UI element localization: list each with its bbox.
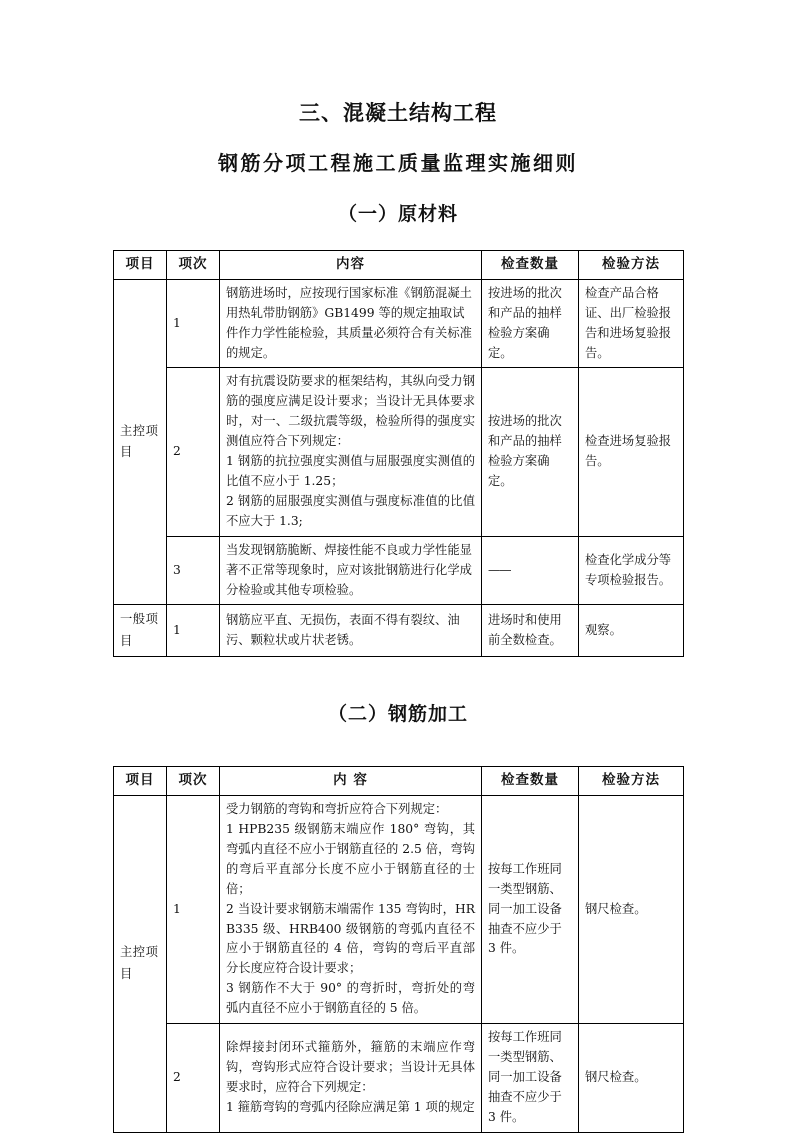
row-method: 检查化学成分等专项检验报告。: [579, 536, 684, 605]
column-header-method: 检验方法: [579, 250, 684, 279]
row-content: 当发现钢筋脆断、焊接性能不良或力学性能显著不正常等现象时，应对该批钢筋进行化学成分检验或其他专项检验。: [220, 536, 482, 605]
column-header-qty: 检查数量: [482, 767, 579, 796]
row-group-label-main: 主控项目: [114, 279, 167, 605]
row-quantity: 按进场的批次和产品的抽样检验方案确定。: [482, 368, 579, 536]
section-one-heading: （一）原材料: [337, 203, 458, 226]
row-content-clause-2: 2 钢筋的屈服强度实测值与强度标准值的比值不应大于 1.3;: [226, 493, 475, 528]
row-quantity: 按每工作班同一类型钢筋、同一加工设备抽查不应少于 3 件。: [482, 796, 579, 1024]
table-row: [114, 279, 684, 368]
fabrication-table: [113, 766, 684, 1132]
column-header-no: 项次: [167, 250, 220, 279]
row-content-paragraph: 对有抗震设防要求的框架结构，其纵向受力钢筋的强度应满足设计要求；当设计无具体要求时，对一、二级抗震等级，检验所得的强度实测值应符合下列规定：: [226, 374, 475, 449]
table-row: [114, 368, 684, 536]
row-method: 检查产品合格证、出厂检验报告和进场复验报告。: [579, 279, 684, 368]
row-content: [220, 1024, 482, 1133]
chapter-heading: 三、混凝土结构工程: [299, 100, 497, 125]
row-method: 钢尺检查。: [579, 796, 684, 1024]
table-row: [114, 1024, 684, 1133]
column-header-content: 内 容: [220, 767, 482, 796]
row-content-clause-1: 1 钢筋的抗拉强度实测值与屈服强度实测值的比值不应小于 1.25；: [226, 454, 475, 488]
column-header-method: 检验方法: [579, 767, 684, 796]
column-header-item: 项目: [114, 250, 167, 279]
page-content: [113, 0, 683, 1133]
column-header-item: 项目: [114, 767, 167, 796]
column-header-content: 内容: [220, 250, 482, 279]
row-content-clause-3: 3 钢筋作不大于 90° 的弯折时，弯折处的弯弧内直径不应小于钢筋直径的 5 倍。: [226, 981, 475, 1016]
row-quantity: 按每工作班同一类型钢筋、同一加工设备抽查不应少于 3 件。: [482, 1024, 579, 1133]
row-content: 钢筋进场时，应按现行国家标准《钢筋混凝土用热轧带肋钢筋》GB1499 等的规定抽取试件作力学性能检验，其质量必须符合有关标准的规定。: [220, 279, 482, 368]
row-content: 钢筋应平直、无损伤，表面不得有裂纹、油污、颗粒状或片状老锈。: [220, 605, 482, 657]
row-number: 2: [167, 368, 220, 536]
row-number: 1: [167, 796, 220, 1024]
row-number: 3: [167, 536, 220, 605]
row-content: [220, 368, 482, 536]
page-title: 钢筋分项工程施工质量监理实施细则: [218, 151, 578, 176]
table-row: [114, 796, 684, 1024]
row-quantity: 进场时和使用前全数检查。: [482, 605, 579, 657]
table-header-row: [114, 767, 684, 796]
row-content-intro: 受力钢筋的弯钩和弯折应符合下列规定：: [226, 802, 448, 817]
table-row: [114, 536, 684, 605]
row-content-clause-1: 1 箍筋弯钩的弯弧内径除应满足第 1 项的规定: [226, 1099, 475, 1114]
row-number: 1: [167, 279, 220, 368]
row-method: 观察。: [579, 605, 684, 657]
column-header-no: 项次: [167, 767, 220, 796]
row-content-clause-2: 2 当设计要求钢筋末端需作 135 弯钩时，HRB335 级、HRB400 级钢筋的弯弧内直径不应小于钢筋直径的 4 倍，弯钩的弯后平直部分长度应符合设计要求；: [226, 901, 475, 976]
row-content-clause-1: 1 HPB235 级钢筋末端应作 180° 弯钩，其弯弧内直径不应小于钢筋直径的 2.5 倍，弯钩的弯后平直部分长度不应小于钢筋直径的士倍；: [226, 822, 475, 896]
materials-table: [113, 250, 684, 657]
row-number: 1: [167, 605, 220, 657]
table-row: [114, 605, 684, 657]
row-method: 检查进场复验报告。: [579, 368, 684, 536]
table-header-row: [114, 250, 684, 279]
row-group-label-main: 主控项目: [114, 796, 167, 1133]
row-group-label-general: 一般项目: [114, 605, 167, 657]
section-two-heading: （二）钢筋加工: [327, 703, 468, 726]
row-quantity: 按进场的批次和产品的抽样检验方案确定。: [482, 279, 579, 368]
row-method: 钢尺检查。: [579, 1024, 684, 1133]
row-content-intro: 除焊接封闭环式箍筋外，箍筋的末端应作弯钩，弯钩形式应符合设计要求；当设计无具体要求时，应符合下列规定：: [226, 1040, 475, 1094]
row-content: [220, 796, 482, 1024]
column-header-qty: 检查数量: [482, 250, 579, 279]
row-quantity: ——: [482, 536, 579, 605]
row-number: 2: [167, 1024, 220, 1133]
